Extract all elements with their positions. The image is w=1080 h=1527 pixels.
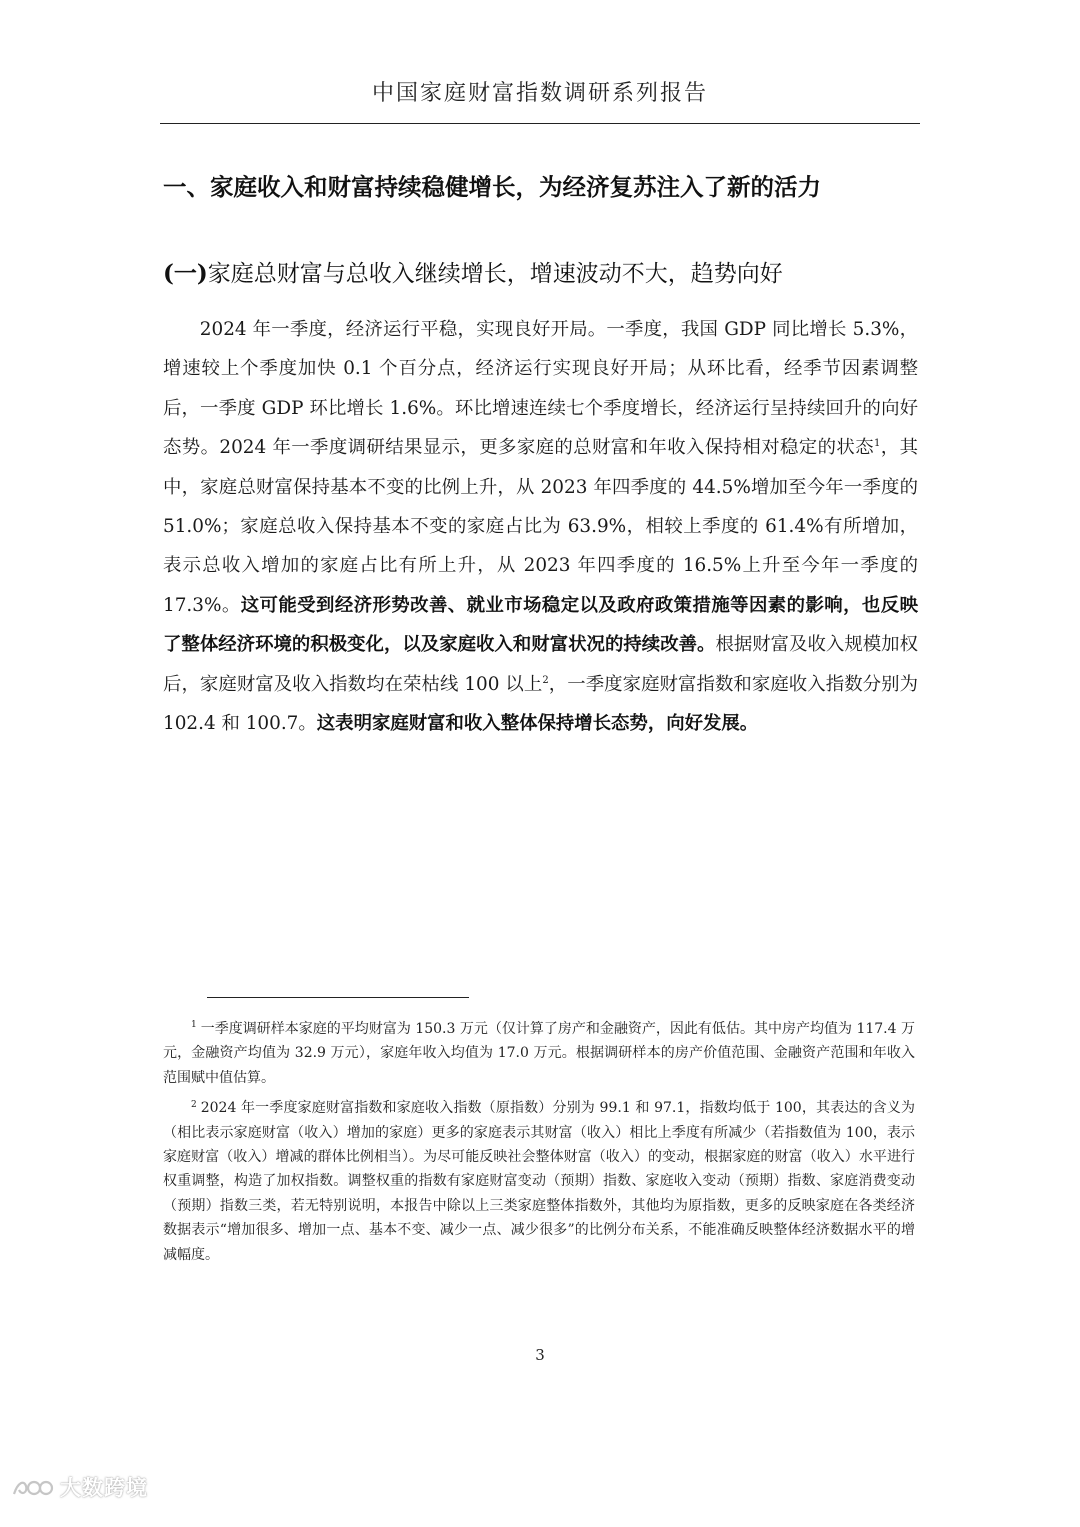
watermark-text: 大数跨境 [60,1476,148,1500]
body-bold-2: 这表明家庭财富和收入整体保持增长态势，向好发展。 [316,713,759,735]
footnote-1-text: 一季度调研样本家庭的平均财富为 150.3 万元（仅计算了房产和金融资产，因此有低估。其中房产均值为 117.4 万元，金融资产均值为 32.9 万元），家庭年收入均值为 17.0 万元。根据调研样本的房产价值范围、金融资产范围和年收入范围赋中值估算。 [163,1021,915,1086]
watermark-logo-icon [10,1474,54,1500]
body-text-4: ，一季度家庭财富指数和家庭收入指数分别为 102.4 和 100.7。 [163,673,918,735]
page-number: 3 [535,1346,545,1364]
footnote-2 [163,1096,915,1267]
body-text-1: 2024 年一季度，经济运行平稳，实现良好开局。一季度，我国 GDP 同比增长 5.3%，增速较上个季度加快 0.1 个百分点，经济运行实现良好开局；从环比看，经季节因素调整后，一季度 GDP 环比增长 1.6%。环比增速连续七个季度增长，经济运行呈持续回升的向好态势。2024 年一季度调研结果显示，更多家庭的总财富和年收入保持相对稳定的状态 [163,319,918,459]
footnotes [163,1017,915,1273]
footnote-2-text: 2024 年一季度家庭财富指数和家庭收入指数（原指数）分别为 99.1 和 97.1，指数均低于 100，其表达的含义为（相比表示家庭财富（收入）增加的家庭）更多的家庭表示其财富（收入）相比上季度有所减少（若指数值为 100，表示家庭财富（收入）增减的群体比例相当）。为尽可能反映社会整体财富（收入）的变动，根据家庭的财富（收入）水平进行权重调整，构造了加权指数。调整权重的指数有家庭财富变动（预期）指数、家庭收入变动（预期）指数、家庭消费变动（预期）指数三类，若无特别说明，本报告中除以上三类家庭整体指数外，其他均为原指数，更多的反映家庭在各类经济数据表示“增加很多、增加一点、基本不变、减少一点、减少很多”的比例分布关系，不能准确反映整体经济数据水平的增减幅度。 [163,1100,915,1263]
subsection-title [163,255,923,288]
footnote-2-number: 2 [191,1099,197,1110]
footnote-ref-1[interactable]: 1 [874,438,881,450]
section-title: 一、家庭收入和财富持续稳健增长，为经济复苏注入了新的活力 [163,173,821,201]
body-bold-1: 这可能受到经济形势改善、就业市场稳定以及政府政策措施等因素的影响，也反映了整体经济环境的积极变化，以及家庭收入和财富状况的持续改善。 [163,594,918,656]
running-header: 中国家庭财富指数调研系列报告 [371,81,708,106]
body-paragraph [163,310,918,743]
subsection-marker: (一) [163,260,208,287]
footnote-divider [207,997,469,998]
footnote-1-number: 1 [191,1020,197,1031]
header-divider [160,123,920,124]
body-text-2: ，其中，家庭总财富保持基本不变的比例上升，从 2023 年四季度的 44.5%增加至今年一季度的 51.0%；家庭总收入保持基本不变的家庭占比为 63.9%，相较上季度的 61.4%有所增加，表示总收入增加的家庭占比有所上升，从 2023 年四季度的 16.5%上升至今年一季度的 17.3%。 [163,437,918,616]
body-text-3: 根据财富及收入规模加权后，家庭财富及收入指数均在荣枯线 100 以上 [163,634,918,695]
watermark [10,1472,148,1502]
footnote-ref-2[interactable]: 2 [542,674,549,686]
footnote-1 [163,1017,915,1090]
subsection-title-text: 家庭总财富与总收入继续增长，增速波动不大，趋势向好 [207,261,783,287]
